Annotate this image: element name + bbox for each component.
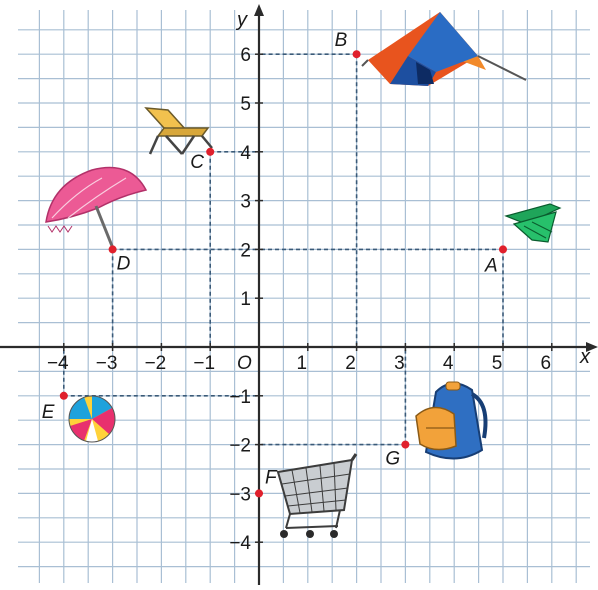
y-tick-label: 1: [240, 289, 251, 311]
point-E: [60, 392, 68, 400]
x-tick-label: 2: [345, 353, 356, 374]
x-tick-label: 6: [540, 353, 552, 374]
point-label-A: A: [485, 255, 498, 277]
y-tick-label: 3: [240, 191, 251, 213]
point-G: [401, 441, 409, 449]
point-label-B: B: [334, 30, 348, 52]
x-tick-label: 1: [296, 353, 308, 374]
y-tick-label: 4: [240, 142, 251, 164]
point-label-D: D: [116, 253, 131, 275]
point-label-F: F: [265, 467, 277, 489]
point-label-E: E: [41, 401, 55, 423]
y-tick-label: 6: [240, 45, 251, 67]
x-tick-label: −3: [95, 353, 118, 374]
point-F: [255, 489, 263, 497]
x-tick-label: 4: [442, 353, 454, 374]
beach-ball-icon: [69, 396, 115, 442]
y-tick-label: −4: [229, 533, 251, 555]
y-tick-label: 2: [240, 240, 251, 262]
x-tick-label: −4: [46, 353, 69, 374]
x-tick-label: 5: [491, 353, 503, 374]
y-tick-label: −2: [229, 435, 251, 457]
point-A: [499, 245, 507, 253]
point-label-C: C: [190, 151, 204, 173]
point-B: [353, 50, 361, 58]
y-tick-label: −1: [229, 386, 251, 408]
y-tick-label: 5: [240, 94, 251, 115]
x-tick-label: 3: [394, 353, 405, 374]
y-tick-label: −3: [229, 484, 251, 506]
origin-label: O: [237, 353, 252, 374]
point-D: [109, 245, 117, 253]
y-axis-label: y: [237, 9, 247, 31]
x-tick-label: −1: [193, 353, 216, 374]
point-label-G: G: [385, 448, 401, 470]
x-axis-label: x: [580, 346, 590, 368]
x-tick-label: −2: [144, 353, 167, 374]
point-C: [206, 148, 214, 156]
